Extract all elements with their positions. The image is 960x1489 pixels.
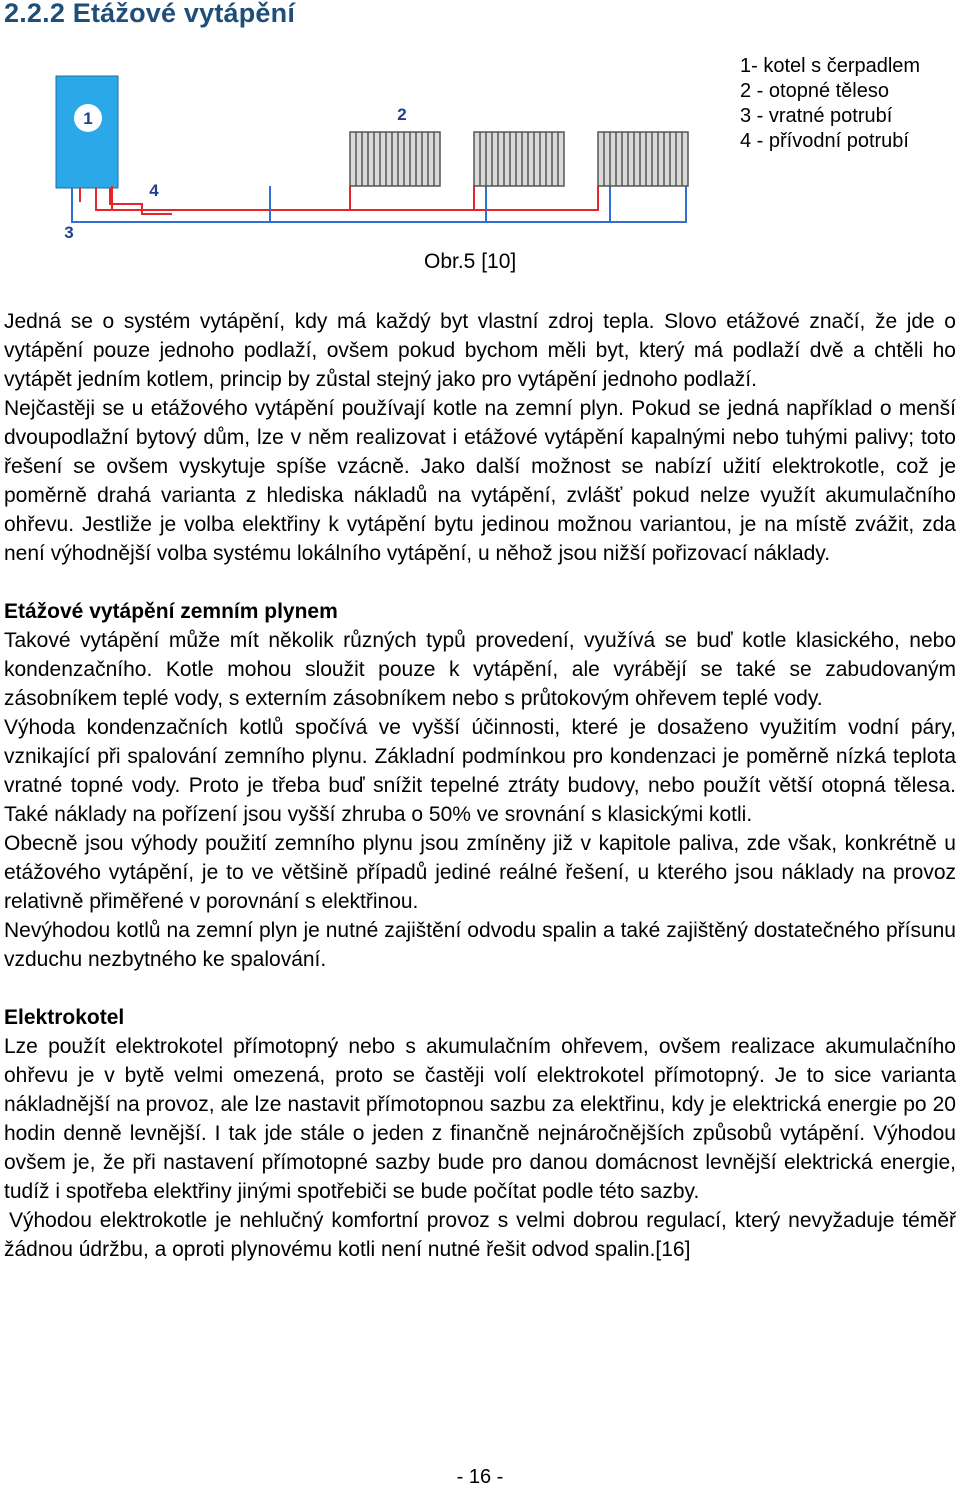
paragraph: Obecně jsou výhody použití zemního plynu jsou zmíněny již v kapitole paliva, zde však, konkrétně u etážového vytápění, je to ve většině případů jediné reálné řešení, u kterého jsou náklady na provoz relativně přiměřené v porovnání s elektřinou. <box>4 832 956 913</box>
return-pipe <box>72 186 686 222</box>
subheading-gas: Etážové vytápění zemním plynem <box>4 600 338 623</box>
supply-pipe-branches <box>112 186 474 210</box>
radiator-2 <box>474 132 564 186</box>
return-pipe-number: 3 <box>64 223 74 242</box>
legend-item: 4 - přívodní potrubí <box>740 130 909 152</box>
paragraph: Nejčastěji se u etážového vytápění používají kotle na zemní plyn. Pokud se jedná například o menší dvoupodlažní bytový dům, lze v něm realizovat i etážové vytápění kapalnými nebo tuhými palivy; toto řešení se ovšem vyskytuje spíše vzácně. Jako další možnost se nabízí užití elektrokotle, což je poměrně drahá varianta z hlediska nákladů na vytápění, zvlášť pokud nelze využít akumulačního ohřevu. Jestliže je volba elektřiny k vytápění bytu jedinou možnou variantou, je na místě zvážit, zda není výhodnější volba systému lokálního vytápění, u něhož jsou nižší pořizovací náklady. <box>4 397 956 565</box>
supply-pipe-number: 4 <box>149 181 159 200</box>
legend-item: 1- kotel s čerpadlem <box>740 55 921 77</box>
boiler-number: 1 <box>83 109 93 128</box>
legend-item: 3 - vratné potrubí <box>740 105 893 127</box>
supply-pipe-main <box>96 186 598 210</box>
paragraph: Výhodou elektrokotle je nehlučný komfortní provoz s velmi dobrou regulací, který nevyžaduje téměř žádnou údržbu, a oproti plynovému kotli není nutné řešit odvod spalin.[16] <box>4 1209 956 1261</box>
paragraph: Lze použít elektrokotel přímotopný nebo s akumulačním ohřevem, ovšem realizace akumulačního ohřevu je v bytě velmi omezená, proto se častěji volí elektrokotel přímotopný. Je to sice varianta nákladnější na provoz, ale lze nastavit přímotopnou sazbu za elektřinu, kdy je elektrická energie po 20 hodin denně levnější. I tak jde stále o jeden z finančně nejnáročnějších způsobů vytápění. Výhodou ovšem je, že při nastavení přímotopné sazby bude pro danou domácnost levnější elektrická energie, tudíž i spotřeba elektřiny jinými spotřebiči se bude počítat podle této sazby. <box>4 1035 956 1203</box>
paragraph: Jedná se o systém vytápění, kdy má každý byt vlastní zdroj tepla. Slovo etážové značí, že jde o vytápění pouze jednoho podlaží, ovšem pokud bychom měli byt, který má podlaží dvě a chtěli ho vytápět jedním kotlem, princip by zůstal stejný jako pro vytápění jednoho podlaží. <box>4 310 956 391</box>
page-number: - 16 - <box>456 1466 504 1488</box>
heating-diagram <box>50 44 950 244</box>
radiator-1 <box>350 132 440 186</box>
radiator-number: 2 <box>397 105 407 124</box>
subheading-electric: Elektrokotel <box>4 1006 125 1029</box>
figure-caption: Obr.5 [10] <box>424 250 517 273</box>
boiler-icon <box>56 76 118 188</box>
radiator-3 <box>598 132 688 186</box>
paragraph: Takové vytápění může mít několik různých typů provedení, využívá se buď kotle klasického, nebo kondenzačního. Kotle mohou sloužit pouze k vytápění, ale vyrábějí se také se zabudovaným zásobníkem teplé vody, s externím zásobníkem nebo s průtokovým ohřevem teplé vody. <box>4 629 956 710</box>
body-text <box>4 307 956 1264</box>
section-heading: 2.2.2 Etážové vytápění <box>4 0 296 28</box>
paragraph: Výhoda kondenzačních kotlů spočívá ve vyšší účinnosti, které je dosaženo využitím vodní páry, vznikající při spalování zemního plynu. Základní podmínkou pro kondenzaci je poměrně nízká teplota vratné topné vody. Proto je třeba buď snížit tepelné ztráty budovy, nebo použít větší otopná tělesa. Také náklady na pořízení jsou vyšší zhruba o 50% ve srovnání s klasickými kotli. <box>4 716 956 826</box>
legend-item: 2 - otopné těleso <box>740 80 889 102</box>
paragraph: Nevýhodou kotlů na zemní plyn je nutné zajištění odvodu spalin a také zajištěný dostatečného přísunu vzduchu nezbytného ke spalování. <box>4 919 956 971</box>
diagram-legend <box>740 55 920 152</box>
